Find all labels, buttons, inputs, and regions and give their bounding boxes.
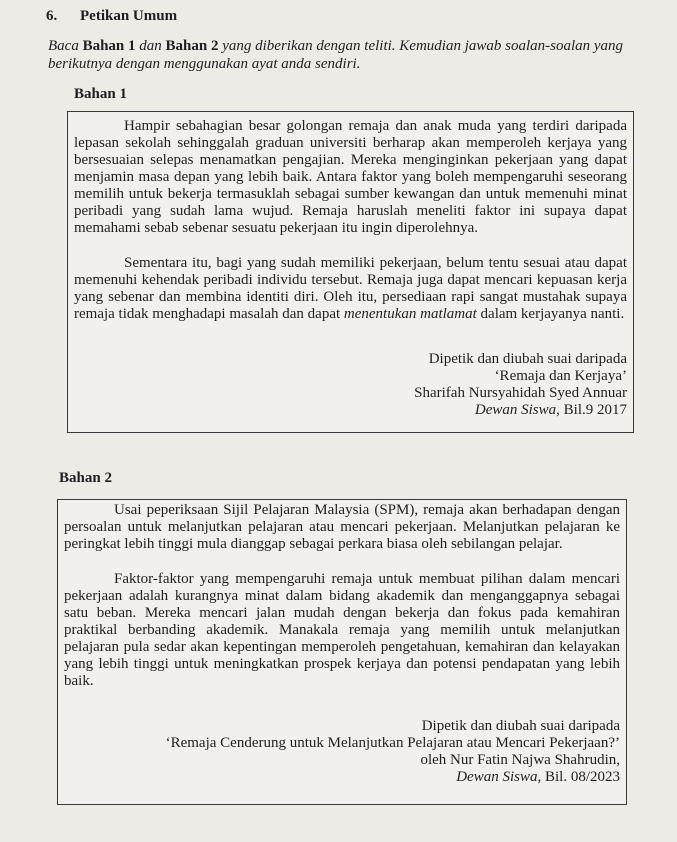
bahan2-source-magazine: Dewan Siswa	[456, 769, 538, 785]
bahan1-para2-italic: menentukan matlamat	[343, 306, 477, 322]
instruction-text-1: Baca	[48, 38, 83, 54]
bahan1-para2-text-b: dalam kerjayanya nanti.	[476, 306, 625, 322]
bahan1-para2-text-a: Sementara itu, bagi yang sudah memiliki pekerjaan, belum tentu sesuai atau dapat memenuhi kehendak peribadi individu tersebut. Remaja juga dapat mencari kepuasan kerja yang sebenar dan membina identiti diri. Oleh itu, persediaan rapi sangat mustahak supaya remaja tidak menghadapi masalah dan dapat	[74, 255, 627, 322]
bahan2-paragraph-1: Usai peperiksaan Sijil Pelajaran Malaysia (SPM), remaja akan berhadapan dengan persoalan untuk melanjutkan pelajaran atau mencari pekerjaan. Melanjutkan pelajaran ke peringkat lebih tinggi mula dianggap sebagai perkara biasa oleh sebilangan pelajar.	[64, 502, 620, 552]
bahan2-box	[57, 499, 627, 805]
instruction-bold-2: Bahan 2	[165, 38, 219, 54]
question-title: Petikan Umum	[80, 8, 178, 24]
bahan1-source-line-3: Sharifah Nursyahidah Syed Annuar	[414, 385, 627, 401]
bahan1-box	[67, 111, 634, 433]
question-instruction	[48, 37, 648, 73]
bahan2-source-line-4	[64, 769, 620, 786]
bahan2-source-line-3: oleh Nur Fatin Najwa Shahrudin,	[420, 752, 620, 768]
bahan1-source-issue: , Bil.9 2017	[556, 402, 627, 418]
bahan2-source-line-1: Dipetik dan diubah suai daripada	[421, 718, 620, 734]
bahan1-source-line-2: ‘Remaja dan Kerjaya’	[494, 368, 627, 384]
instruction-bold-1: Bahan 1	[82, 38, 136, 54]
instruction-text-3: yang diberikan dengan teliti. Kemudian jawab soalan-soalan yang berikutnya dengan menggunakan ayat anda sendiri.	[48, 38, 624, 72]
bahan1-source-line-1: Dipetik dan diubah suai daripada	[428, 351, 627, 367]
instruction-text-2: dan	[135, 38, 166, 54]
bahan1-paragraph-2	[74, 255, 627, 323]
bahan2-source-issue: , Bil. 08/2023	[537, 769, 620, 785]
bahan1-paragraph-1: Hampir sebahagian besar golongan remaja dan anak muda yang terdiri daripada lepasan sekolah sehinggalah graduan universiti berharap akan memperoleh kerjaya yang bersesuaian selepas menamatkan pengajian. Mereka menginginkan pekerjaan yang dapat menjamin masa depan yang lebih baik. Antara faktor yang boleh mempengaruhi seseorang memilih untuk bekerja termasuklah sebagai sumber kewangan dan untuk memenuhi minat peribadi yang sudah lama wujud. Remaja haruslah meneliti faktor ini supaya dapat memahami sebab sebenar sesuatu pekerjaan itu ingin diperolehnya.	[74, 118, 627, 236]
bahan1-heading: Bahan 1	[74, 86, 127, 102]
bahan1-source-magazine: Dewan Siswa	[474, 402, 557, 418]
bahan1-source-line-4	[74, 402, 627, 419]
question-number: 6.	[46, 8, 58, 24]
bahan2-source-line-2: ‘Remaja Cenderung untuk Melanjutkan Pelajaran atau Mencari Pekerjaan?’	[165, 735, 620, 751]
bahan2-heading: Bahan 2	[59, 470, 112, 486]
bahan2-paragraph-2: Faktor-faktor yang mempengaruhi remaja untuk membuat pilihan dalam mencari pekerjaan adalah kurangnya minat dalam bidang akademik dan menganggapnya sebagai satu beban. Mereka mencari jalan mudah dengan bekerja dan fokus pada kemahiran praktikal berbanding akademik. Manakala remaja yang memilih untuk melanjutkan pelajaran pula sedar akan kepentingan memperoleh pengetahuan, kemahiran dan kelayakan yang lebih tinggi untuk meningkatkan prospek kerjaya dan potensi pendapatan yang lebih baik.	[64, 571, 620, 689]
